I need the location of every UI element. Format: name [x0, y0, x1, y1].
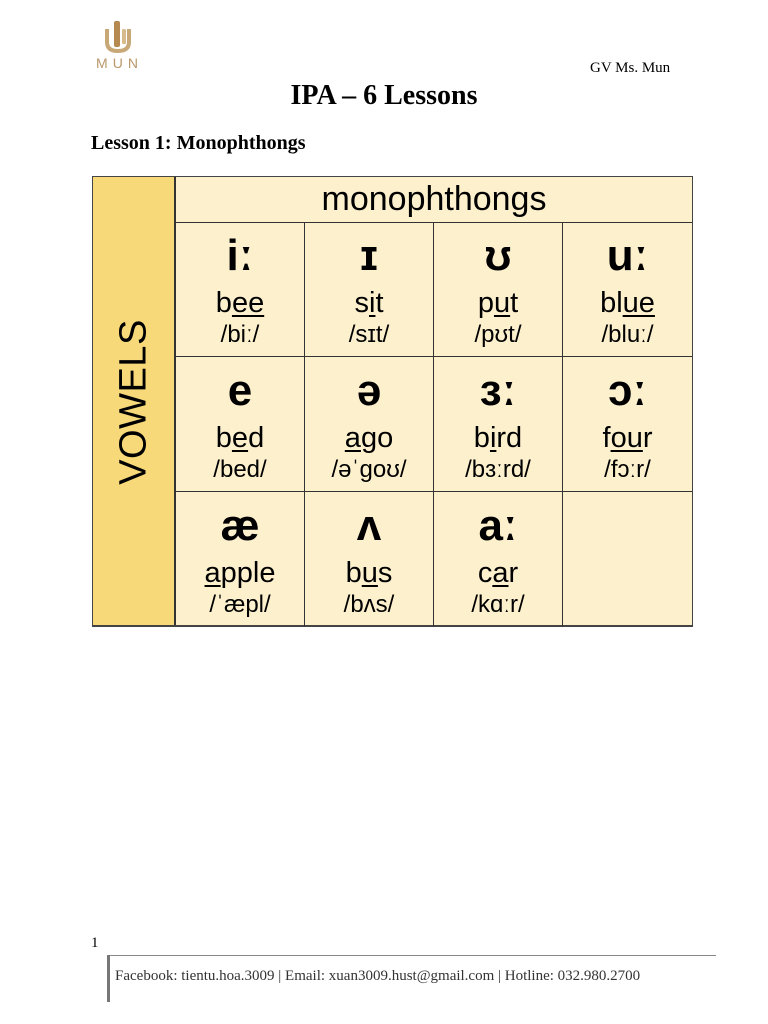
- ipa-symbol: ə: [356, 366, 382, 415]
- transcription: /biː/: [220, 321, 260, 348]
- word-underlined-part: e: [231, 422, 249, 454]
- word-part: b: [345, 557, 362, 589]
- word-underlined-part: u: [493, 287, 511, 319]
- word-underlined-part: a: [492, 557, 509, 589]
- word-part: bl: [600, 287, 623, 319]
- word-part: p: [477, 287, 494, 319]
- word-underlined-part: u: [361, 557, 378, 589]
- vowel-cell: [305, 222, 434, 357]
- ipa-symbol: e: [227, 366, 253, 415]
- vowels-label: VOWELS: [112, 319, 155, 485]
- word-underlined-part: a: [344, 422, 361, 454]
- transcription: /sɪt/: [348, 321, 390, 348]
- ipa-chart: [92, 176, 693, 627]
- word-part: s: [377, 557, 393, 589]
- vowels-column: [93, 177, 176, 625]
- ipa-symbol: ʊ: [484, 231, 512, 280]
- word-part: s: [354, 287, 369, 319]
- example-word: [176, 556, 304, 590]
- vowel-cell: [176, 492, 305, 627]
- vowel-cell: [176, 357, 305, 492]
- ipa-symbol: iː: [226, 231, 254, 280]
- word-underlined-part: i: [489, 422, 497, 454]
- word-part: pple: [220, 557, 276, 589]
- chart-grid: [176, 222, 692, 625]
- word-part: t: [510, 287, 519, 319]
- word-part: d: [248, 422, 265, 454]
- empty-cell: [563, 492, 692, 627]
- mun-logo-icon: [93, 20, 143, 54]
- word-part: go: [360, 422, 394, 454]
- footer-side-bar: [107, 955, 110, 1002]
- word-part: b: [473, 422, 490, 454]
- example-word: [434, 286, 562, 320]
- word-part: c: [477, 557, 493, 589]
- example-word: [434, 421, 562, 455]
- logo-text: MUN: [96, 55, 143, 71]
- word-part: rd: [496, 422, 523, 454]
- chart-header: monophthongs: [176, 177, 692, 223]
- ipa-symbol: ʌ: [356, 501, 382, 550]
- example-word: [176, 286, 304, 320]
- example-word: [176, 421, 304, 455]
- word-underlined-part: ou: [610, 422, 643, 454]
- word-part: t: [375, 287, 384, 319]
- transcription: /bʌs/: [343, 591, 395, 618]
- example-word: [305, 421, 433, 455]
- word-part: b: [215, 287, 232, 319]
- lesson-title: Lesson 1: Monophthongs: [91, 132, 306, 154]
- vowel-cell: [176, 222, 305, 357]
- transcription: /kɑːr/: [471, 591, 525, 618]
- ipa-symbol: ɜː: [479, 366, 517, 415]
- transcription: /bed/: [213, 456, 267, 483]
- footer-contact: Facebook: tientu.hoa.3009 | Email: xuan3009.hust@gmail.com | Hotline: 032.980.2700: [115, 968, 641, 984]
- word-part: b: [215, 422, 232, 454]
- ipa-symbol: aː: [478, 501, 518, 550]
- vowel-cell: [434, 357, 563, 492]
- vowel-cell: [563, 222, 692, 357]
- example-word: [563, 286, 692, 320]
- ipa-symbol: uː: [606, 231, 649, 280]
- ipa-symbol: ɔː: [607, 366, 648, 415]
- example-word: [434, 556, 562, 590]
- word-underlined-part: i: [368, 287, 376, 319]
- vowel-cell: [434, 492, 563, 627]
- teacher-name: GV Ms. Mun: [590, 60, 671, 76]
- example-word: [305, 556, 433, 590]
- transcription: /əˈgoʊ/: [331, 456, 407, 483]
- vowel-cell: [563, 357, 692, 492]
- footer-divider: [108, 955, 716, 956]
- word-part: r: [508, 557, 519, 589]
- ipa-symbol: ɪ: [360, 231, 378, 280]
- document-title: IPA – 6 Lessons: [290, 80, 478, 111]
- page-number: 1: [91, 935, 99, 951]
- word-underlined-part: ue: [622, 287, 655, 319]
- example-word: [563, 421, 692, 455]
- transcription: /fɔːr/: [604, 456, 651, 483]
- mun-logo: [93, 20, 143, 72]
- vowel-cell: [434, 222, 563, 357]
- example-word: [305, 286, 433, 320]
- transcription: /bluː/: [601, 321, 654, 348]
- vowel-cell: [305, 492, 434, 627]
- vowel-cell: [305, 357, 434, 492]
- transcription: /ˈæpl/: [209, 591, 271, 618]
- word-underlined-part: ee: [231, 287, 265, 319]
- word-part: r: [642, 422, 653, 454]
- transcription: /pʊt/: [474, 321, 522, 348]
- transcription: /bɜːrd/: [465, 456, 531, 483]
- word-underlined-part: a: [204, 557, 221, 589]
- ipa-symbol: æ: [220, 501, 260, 550]
- word-part: f: [602, 422, 611, 454]
